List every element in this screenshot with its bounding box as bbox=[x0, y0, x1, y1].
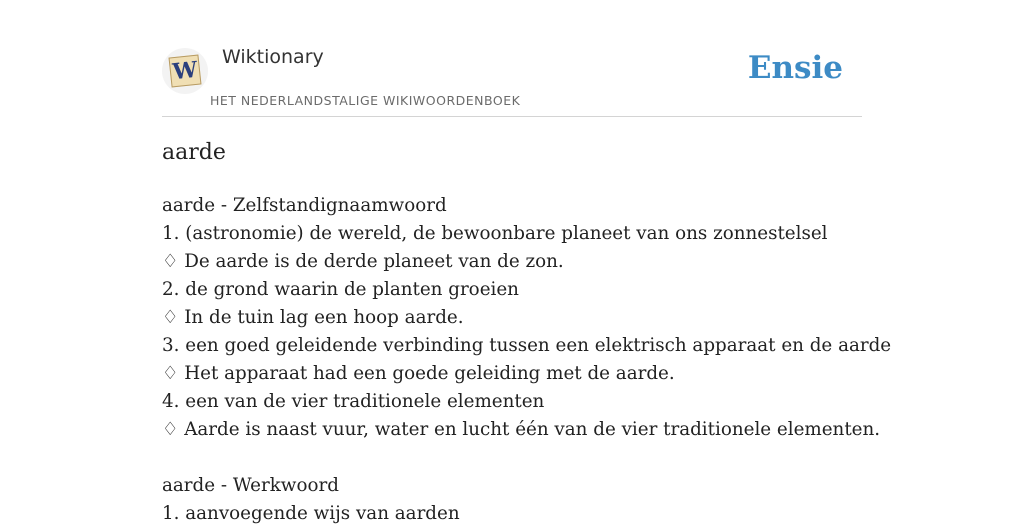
example-line: ♢ Aarde is naast vuur, water en lucht één van de vier traditionele elementen. bbox=[162, 419, 881, 440]
site-subtitle: HET NEDERLANDSTALIGE WIKIWOORDENBOEK bbox=[210, 93, 521, 108]
entry-heading: aarde - Zelfstandignaamwoord bbox=[162, 195, 447, 216]
definition-line: 4. een van de vier traditionele elementen bbox=[162, 391, 545, 412]
ensie-brand-link[interactable]: Ensie bbox=[747, 50, 843, 86]
definition-line: 2. de grond waarin de planten groeien bbox=[162, 279, 519, 300]
definition-line: 1. (astronomie) de wereld, de bewoonbare planeet van ons zonnestelsel bbox=[162, 223, 828, 244]
example-line: ♢ De aarde is de derde planeet van de zon. bbox=[162, 251, 564, 272]
definition-content bbox=[162, 192, 891, 528]
page-container bbox=[162, 0, 892, 524]
definition-line: 3. een goed geleidende verbinding tussen een elektrisch apparaat en de aarde bbox=[162, 335, 892, 356]
example-line: ♢ In de tuin lag een hoop aarde. bbox=[162, 307, 464, 328]
site-header bbox=[162, 0, 862, 117]
wiktionary-logo[interactable] bbox=[162, 48, 208, 94]
logo-tile-icon: W bbox=[169, 55, 202, 88]
site-title[interactable]: Wiktionary bbox=[222, 46, 324, 68]
example-line: ♢ Het apparaat had een goede geleiding met de aarde. bbox=[162, 363, 675, 384]
entry-heading: aarde - Werkwoord bbox=[162, 475, 339, 496]
definition-line: 1. aanvoegende wijs van aarden bbox=[162, 503, 460, 524]
entry-spacer bbox=[162, 444, 891, 472]
page-title: aarde bbox=[162, 140, 226, 165]
